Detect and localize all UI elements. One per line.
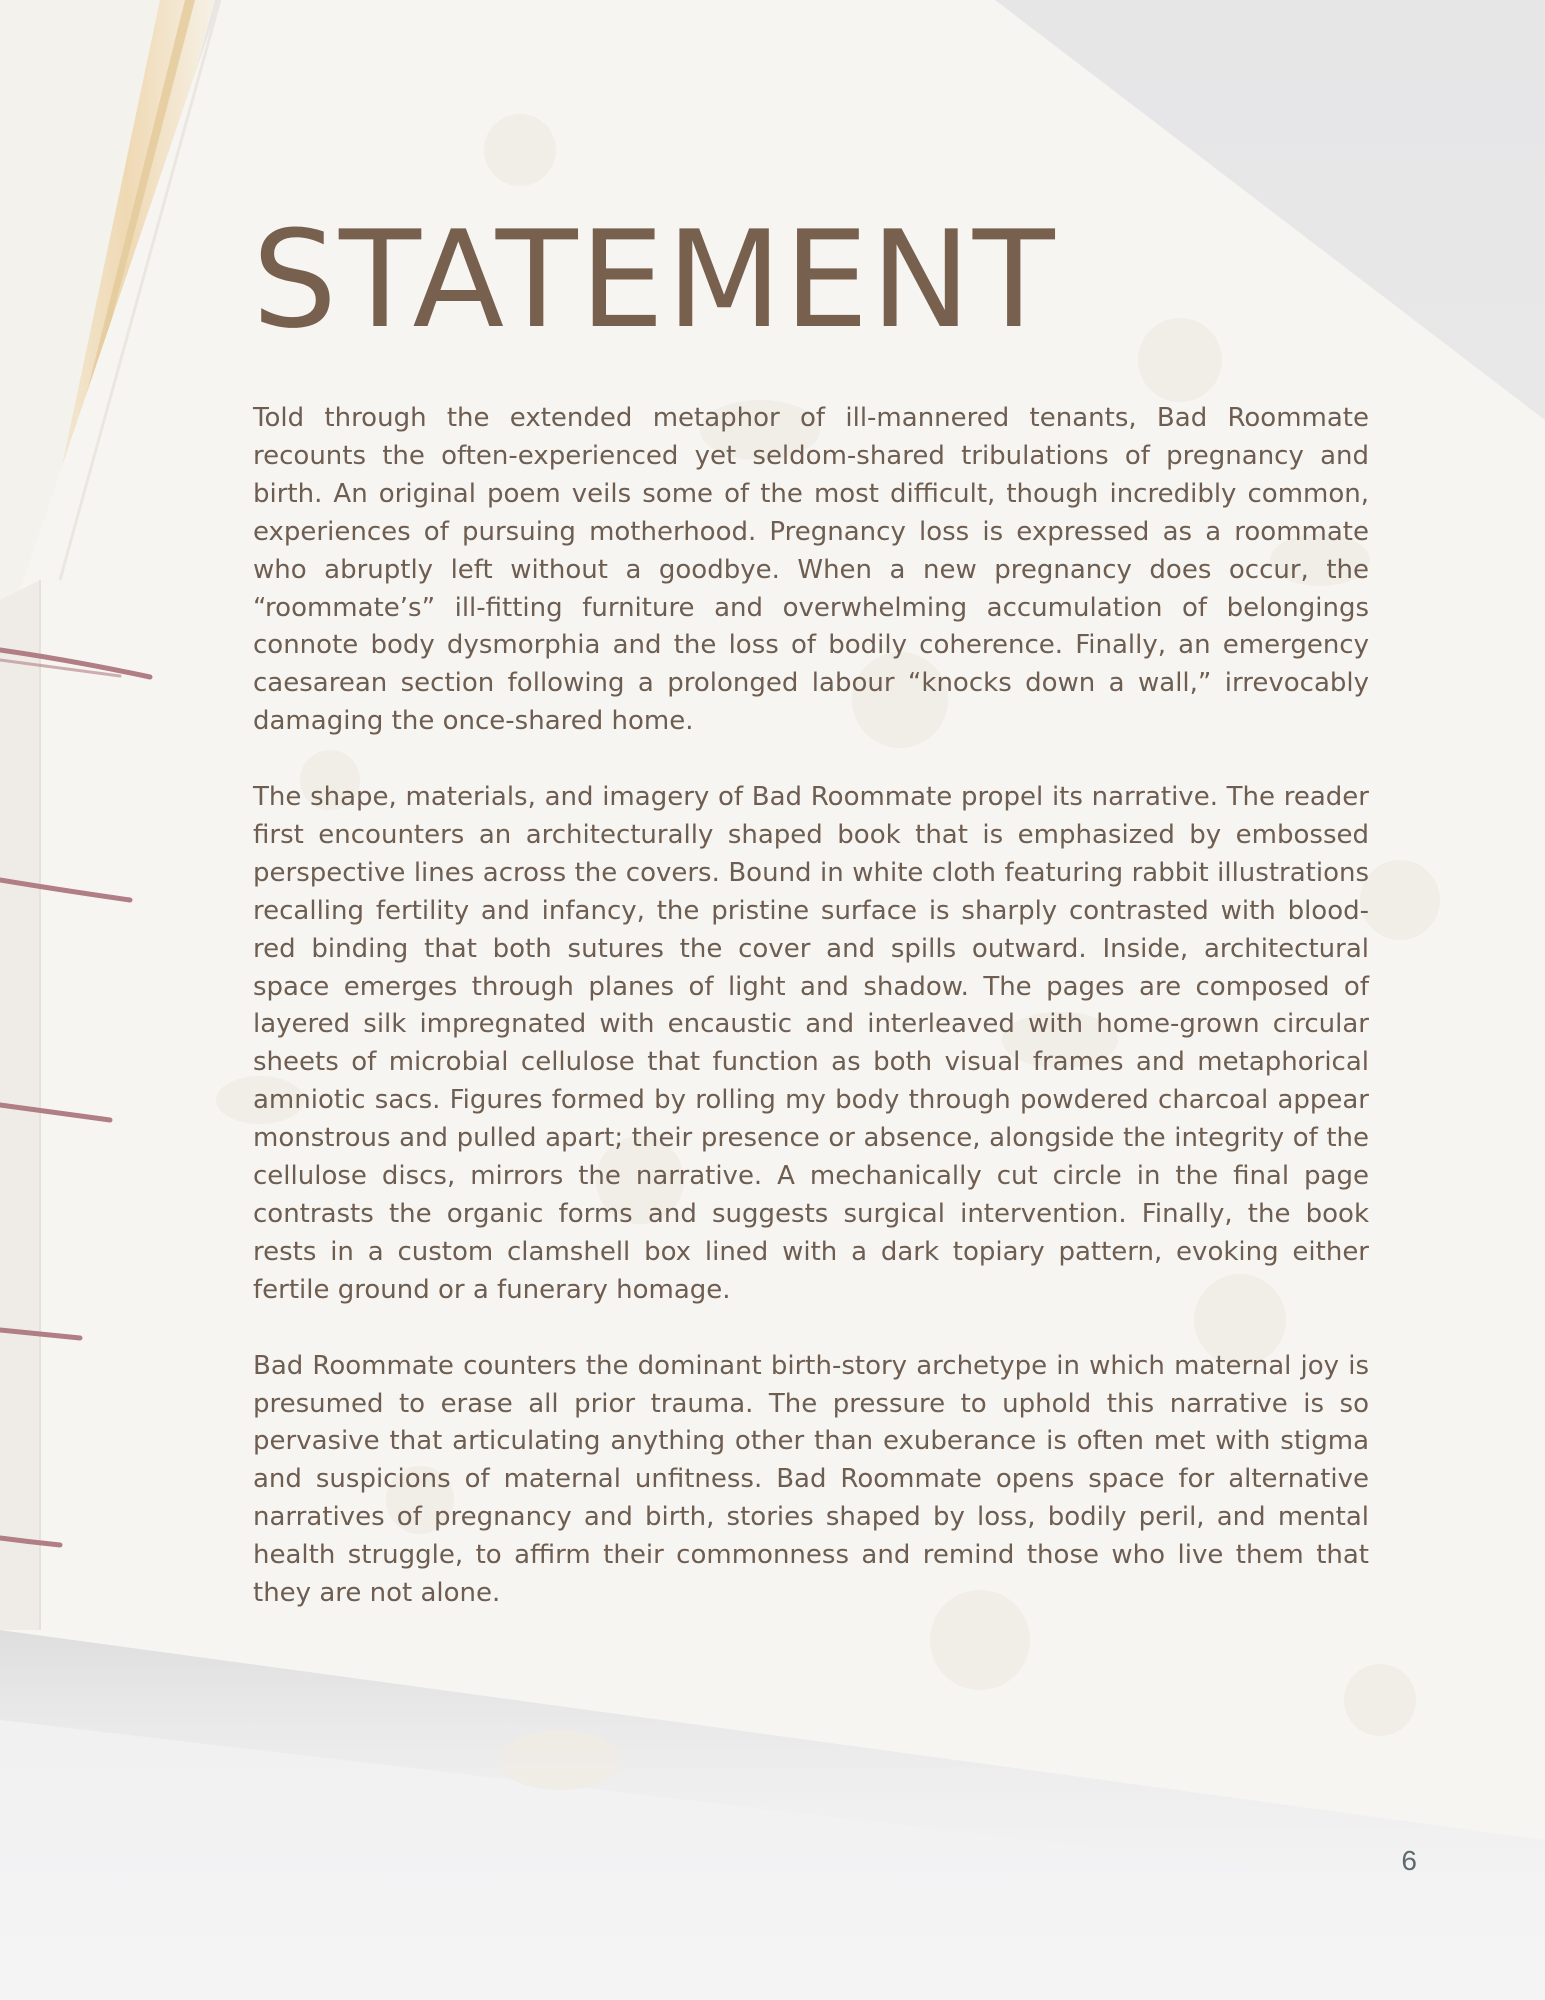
page-number: 6 [1401, 1845, 1417, 1876]
page-title: STATEMENT [252, 202, 1057, 358]
paragraph-1: Told through the extended metaphor of ill-mannered tenants, Bad Roommate recounts the often-experienced yet seldom-shared tribulations of pregnancy and birth. An original poem veils some of the most difficult, though incredibly common, experiences of pursuing motherhood. Pregnancy loss is expressed as a roommate who abruptly left without a goodbye. When a new pregnancy does occur, the “roommate’s” ill-fitting furniture and overwhelming accumulation of belongings connote body dysmorphia and the loss of bodily coherence. Finally, an emergency caesarean section following a prolonged labour “knocks down a wall,” irrevocably damaging the once-shared home. [253, 403, 1369, 737]
paragraph-2: The shape, materials, and imagery of Bad Roommate propel its narrative. The reader first encounters an architecturally shaped book that is emphasized by embossed perspective lines across the covers. Bound in white cloth featuring rabbit illustrations recalling fertility and infancy, the pristine surface is sharply contrasted with blood-red binding that both sutures the cover and spills outward. Inside, architectural space emerges through planes of light and shadow. The pages are composed of layered silk impregnated with encaustic and interleaved with home-grown circular sheets of microbial cellulose that function as both visual frames and metaphorical amniotic sacs. Figures formed by rolling my body through powdered charcoal appear monstrous and pulled apart; their presence or absence, alongside the integrity of the cellulose discs, mirrors the narrative. A mechanically cut circle in the final page contrasts the organic forms and suggests surgical intervention. Finally, the book rests in a custom clamshell box lined with a dark topiary pattern, evoking either fertile ground or a funerary homage. [253, 782, 1369, 1305]
statement-body [253, 400, 1369, 1651]
paragraph-3: Bad Roommate counters the dominant birth-story archetype in which maternal joy is presumed to erase all prior trauma. The pressure to uphold this narrative is so pervasive that articulating anything other than exuberance is often met with stigma and suspicions of maternal unfitness. Bad Roommate opens space for alternative narratives of pregnancy and birth, stories shaped by loss, bodily peril, and mental health struggle, to affirm their commonness and remind those who live them that they are not alone. [253, 1350, 1369, 1609]
